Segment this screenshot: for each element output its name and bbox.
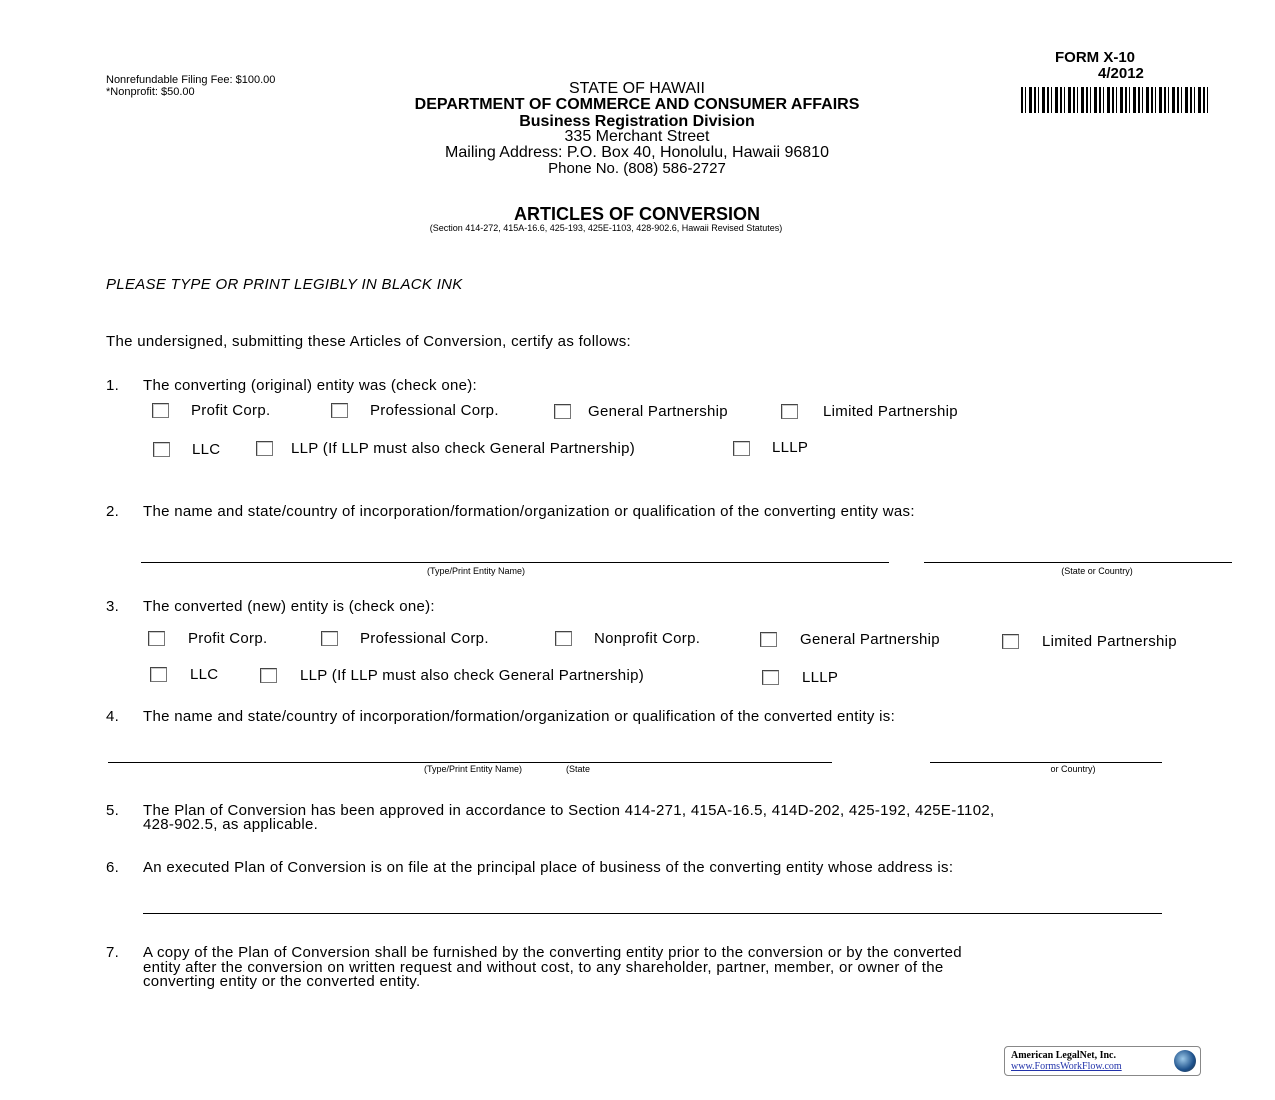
new-llc-label: LLC — [190, 666, 219, 683]
phone-number: Phone No. (808) 586-2727 — [548, 160, 726, 177]
item-2-number: 2. — [106, 503, 120, 520]
converting-entity-name-label: (Type/Print Entity Name) — [426, 566, 526, 576]
orig-lllp-label: LLLP — [772, 439, 809, 456]
orig-llp-checkbox[interactable] — [256, 441, 273, 456]
nonprofit-fee: *Nonprofit: $50.00 — [106, 86, 195, 98]
orig-llc-label: LLC — [192, 441, 221, 458]
converting-entity-state-field[interactable] — [924, 562, 1232, 563]
new-limited-partnership-checkbox[interactable] — [1002, 634, 1019, 649]
division-heading: Business Registration Division — [519, 113, 755, 130]
new-profit-corp-checkbox[interactable] — [148, 631, 165, 646]
orig-professional-corp-checkbox[interactable] — [331, 403, 348, 418]
orig-llc-checkbox[interactable] — [153, 442, 170, 457]
statutes: (Section 414-272, 415A-16.6, 425-193, 425E-1103, 428-902.6, Hawaii Revised Statutes) — [429, 223, 783, 233]
orig-limited-partnership-checkbox[interactable] — [781, 404, 798, 419]
principal-address-field[interactable] — [143, 913, 1162, 914]
item-5-number: 5. — [106, 802, 120, 819]
orig-llp-label: LLP (If LLP must also check General Partnership) — [291, 440, 636, 457]
form-title: ARTICLES OF CONVERSION — [513, 204, 761, 224]
new-general-partnership-checkbox[interactable] — [760, 632, 777, 647]
converted-entity-state-label-b: or Country) — [1050, 764, 1096, 774]
new-llp-label: LLP (If LLP must also check General Partnership) — [300, 667, 645, 684]
form-date: 4/2012 — [1098, 65, 1144, 82]
mailing-address: Mailing Address: P.O. Box 40, Honolulu, Hawaii 96810 — [445, 144, 829, 161]
item-7-line1: A copy of the Plan of Conversion shall be furnished by the converting entity prior to the conversion or by the converted — [143, 944, 962, 961]
street-address: 335 Merchant Street — [564, 128, 710, 145]
item-3-text: The converted (new) entity is (check one): — [143, 598, 435, 615]
new-lllp-label: LLLP — [802, 669, 839, 686]
item-4-number: 4. — [106, 708, 120, 725]
filing-fee: Nonrefundable Filing Fee: $100.00 — [106, 74, 276, 86]
new-professional-corp-label: Professional Corp. — [360, 630, 489, 647]
converted-entity-state-field[interactable] — [930, 762, 1162, 763]
instruction: PLEASE TYPE OR PRINT LEGIBLY IN BLACK INK — [106, 276, 463, 293]
department-heading: DEPARTMENT OF COMMERCE AND CONSUMER AFFAIRS — [414, 96, 860, 113]
converting-entity-state-label: (State or Country) — [1061, 566, 1133, 576]
orig-professional-corp-label: Professional Corp. — [370, 402, 499, 419]
item-1-number: 1. — [106, 377, 120, 394]
item-3-number: 3. — [106, 598, 120, 615]
new-professional-corp-checkbox[interactable] — [321, 631, 338, 646]
globe-icon — [1174, 1050, 1196, 1072]
item-6-number: 6. — [106, 859, 120, 876]
new-lllp-checkbox[interactable] — [762, 670, 779, 685]
converted-entity-state-label-a: (State — [566, 764, 591, 774]
new-llc-checkbox[interactable] — [150, 667, 167, 682]
state-heading: STATE OF HAWAII — [569, 80, 705, 97]
orig-general-partnership-checkbox[interactable] — [554, 404, 571, 419]
new-llp-checkbox[interactable] — [260, 668, 277, 683]
new-limited-partnership-label: Limited Partnership — [1042, 633, 1177, 650]
logo-url-link[interactable]: www.FormsWorkFlow.com — [1011, 1061, 1122, 1072]
item-4-text: The name and state/country of incorporation/formation/organization or qualification of the converted entity is: — [143, 708, 896, 725]
converted-entity-name-label: (Type/Print Entity Name) — [423, 764, 523, 774]
form-number: FORM X-10 — [1055, 49, 1136, 66]
orig-limited-partnership-label: Limited Partnership — [823, 403, 958, 420]
item-5-line1: The Plan of Conversion has been approved in accordance to Section 414-271, 415A-16.5, 414D-202, 425-192, 425E-1102, — [143, 802, 995, 819]
new-nonprofit-corp-label: Nonprofit Corp. — [594, 630, 701, 647]
converted-entity-name-field[interactable] — [108, 762, 832, 763]
orig-profit-corp-checkbox[interactable] — [152, 403, 169, 418]
new-profit-corp-label: Profit Corp. — [188, 630, 268, 647]
orig-general-partnership-label: General Partnership — [588, 403, 728, 420]
item-5-line2: 428-902.5, as applicable. — [143, 816, 319, 833]
new-nonprofit-corp-checkbox[interactable] — [555, 631, 572, 646]
intro: The undersigned, submitting these Articles of Conversion, certify as follows: — [106, 333, 632, 350]
orig-lllp-checkbox[interactable] — [733, 441, 750, 456]
item-7-line3: converting entity or the converted entity. — [143, 973, 421, 990]
converting-entity-name-field[interactable] — [141, 562, 889, 563]
item-7-number: 7. — [106, 944, 120, 961]
item-7-line2: entity after the conversion on written request and without cost, to any shareholder, partner, member, or owner of the — [143, 959, 944, 976]
barcode — [1021, 87, 1209, 113]
item-6-text: An executed Plan of Conversion is on file at the principal place of business of the converting entity whose address is: — [143, 859, 954, 876]
logo-company: American LegalNet, Inc. — [1011, 1050, 1116, 1061]
orig-profit-corp-label: Profit Corp. — [191, 402, 271, 419]
new-general-partnership-label: General Partnership — [800, 631, 940, 648]
item-2-text: The name and state/country of incorporation/formation/organization or qualification of the converting entity was: — [143, 503, 915, 520]
legalnet-logo — [1004, 1046, 1201, 1076]
item-1-text: The converting (original) entity was (check one): — [143, 377, 478, 394]
